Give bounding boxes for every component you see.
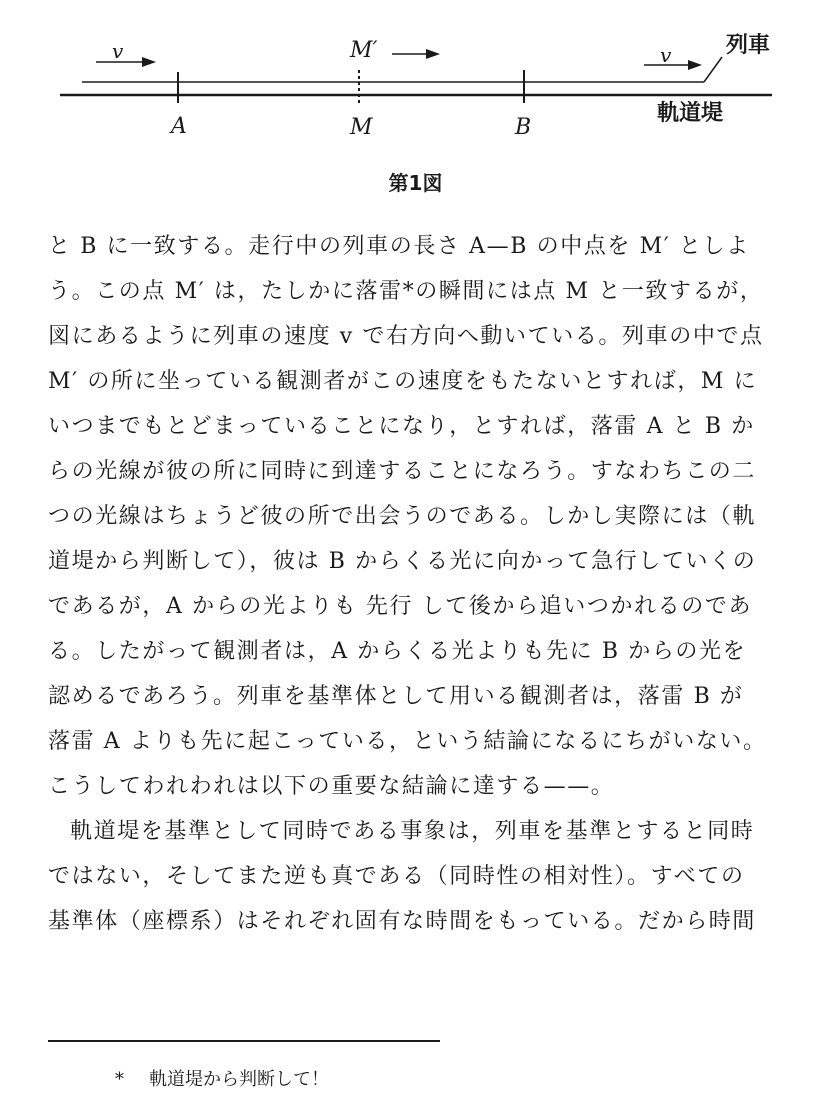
footnote bbox=[115, 1068, 329, 1092]
body-line: と B に一致する。走行中の列車の長さ A—B の中点を M′ としよ bbox=[48, 234, 750, 259]
body-line: 図にあるように列車の速度 v で右方向へ動いている。列車の中で点 bbox=[48, 324, 764, 349]
v-label-left: v bbox=[112, 39, 124, 63]
label-m: M bbox=[350, 115, 373, 140]
embankment-label: 軌道堤 bbox=[657, 101, 724, 126]
body-line: であるが，A からの光よりも 先行 して後から追いつかれるのであ bbox=[48, 594, 753, 619]
velocity-arrow-left bbox=[96, 57, 156, 67]
velocity-arrow-right bbox=[644, 60, 702, 70]
train-label: 列車 bbox=[726, 33, 771, 58]
body-line: いつまでもとどまっていることになり，とすれば，落雷 A と B か bbox=[48, 414, 755, 439]
body-line: 基準体（座標系）はそれぞれ固有な時間をもっている。だから時間 bbox=[48, 909, 757, 934]
v-label-right: v bbox=[660, 43, 672, 67]
m-prime-arrow bbox=[392, 49, 440, 59]
train-embankment-figure bbox=[0, 0, 831, 160]
body-line: 軌道堤を基準として同時である事象は，列車を基準とすると同時 bbox=[70, 819, 755, 844]
body-line: る。したがって観測者は，A からくる光よりも先に B からの光を bbox=[48, 639, 747, 664]
label-a: A bbox=[171, 114, 187, 139]
body-line: つの光線はちょうど彼の所で出会うのである。しかし実際には（軌 bbox=[48, 504, 757, 529]
body-line: こうしてわれわれは以下の重要な結論に達する——。 bbox=[48, 774, 615, 799]
body-line: M′ の所に坐っている観測者がこの速度をもたないとすれば，M に bbox=[48, 369, 758, 394]
body-line: ではない，そしてまた逆も真である（同時性の相対性）。すべての bbox=[48, 864, 745, 889]
train-pointer bbox=[704, 57, 722, 82]
body-line: 道堤から判断して），彼は B からくる光に向かって急行していくの bbox=[48, 549, 757, 574]
body-line: 認めるであろう。列車を基準体として用いる観測者は，落雷 B が bbox=[48, 684, 744, 709]
body-line: う。この点 M′ は，たしかに落雷*の瞬間には点 M と一致するが， bbox=[48, 279, 764, 304]
footnote-text: 軌道堤から判断して！ bbox=[149, 1069, 329, 1090]
body-line: 落雷 A よりも先に起こっている，という結論になるにちがいない。 bbox=[48, 729, 767, 754]
body-line: らの光線が彼の所に同時に到達することになろう。すなわちこの二 bbox=[48, 459, 757, 484]
label-b: B bbox=[515, 115, 532, 140]
m-prime-label: M′ bbox=[350, 38, 378, 63]
figure-caption: 第1図 bbox=[388, 171, 443, 195]
footnote-mark: * bbox=[115, 1069, 124, 1090]
footnote-rule bbox=[48, 1040, 440, 1042]
